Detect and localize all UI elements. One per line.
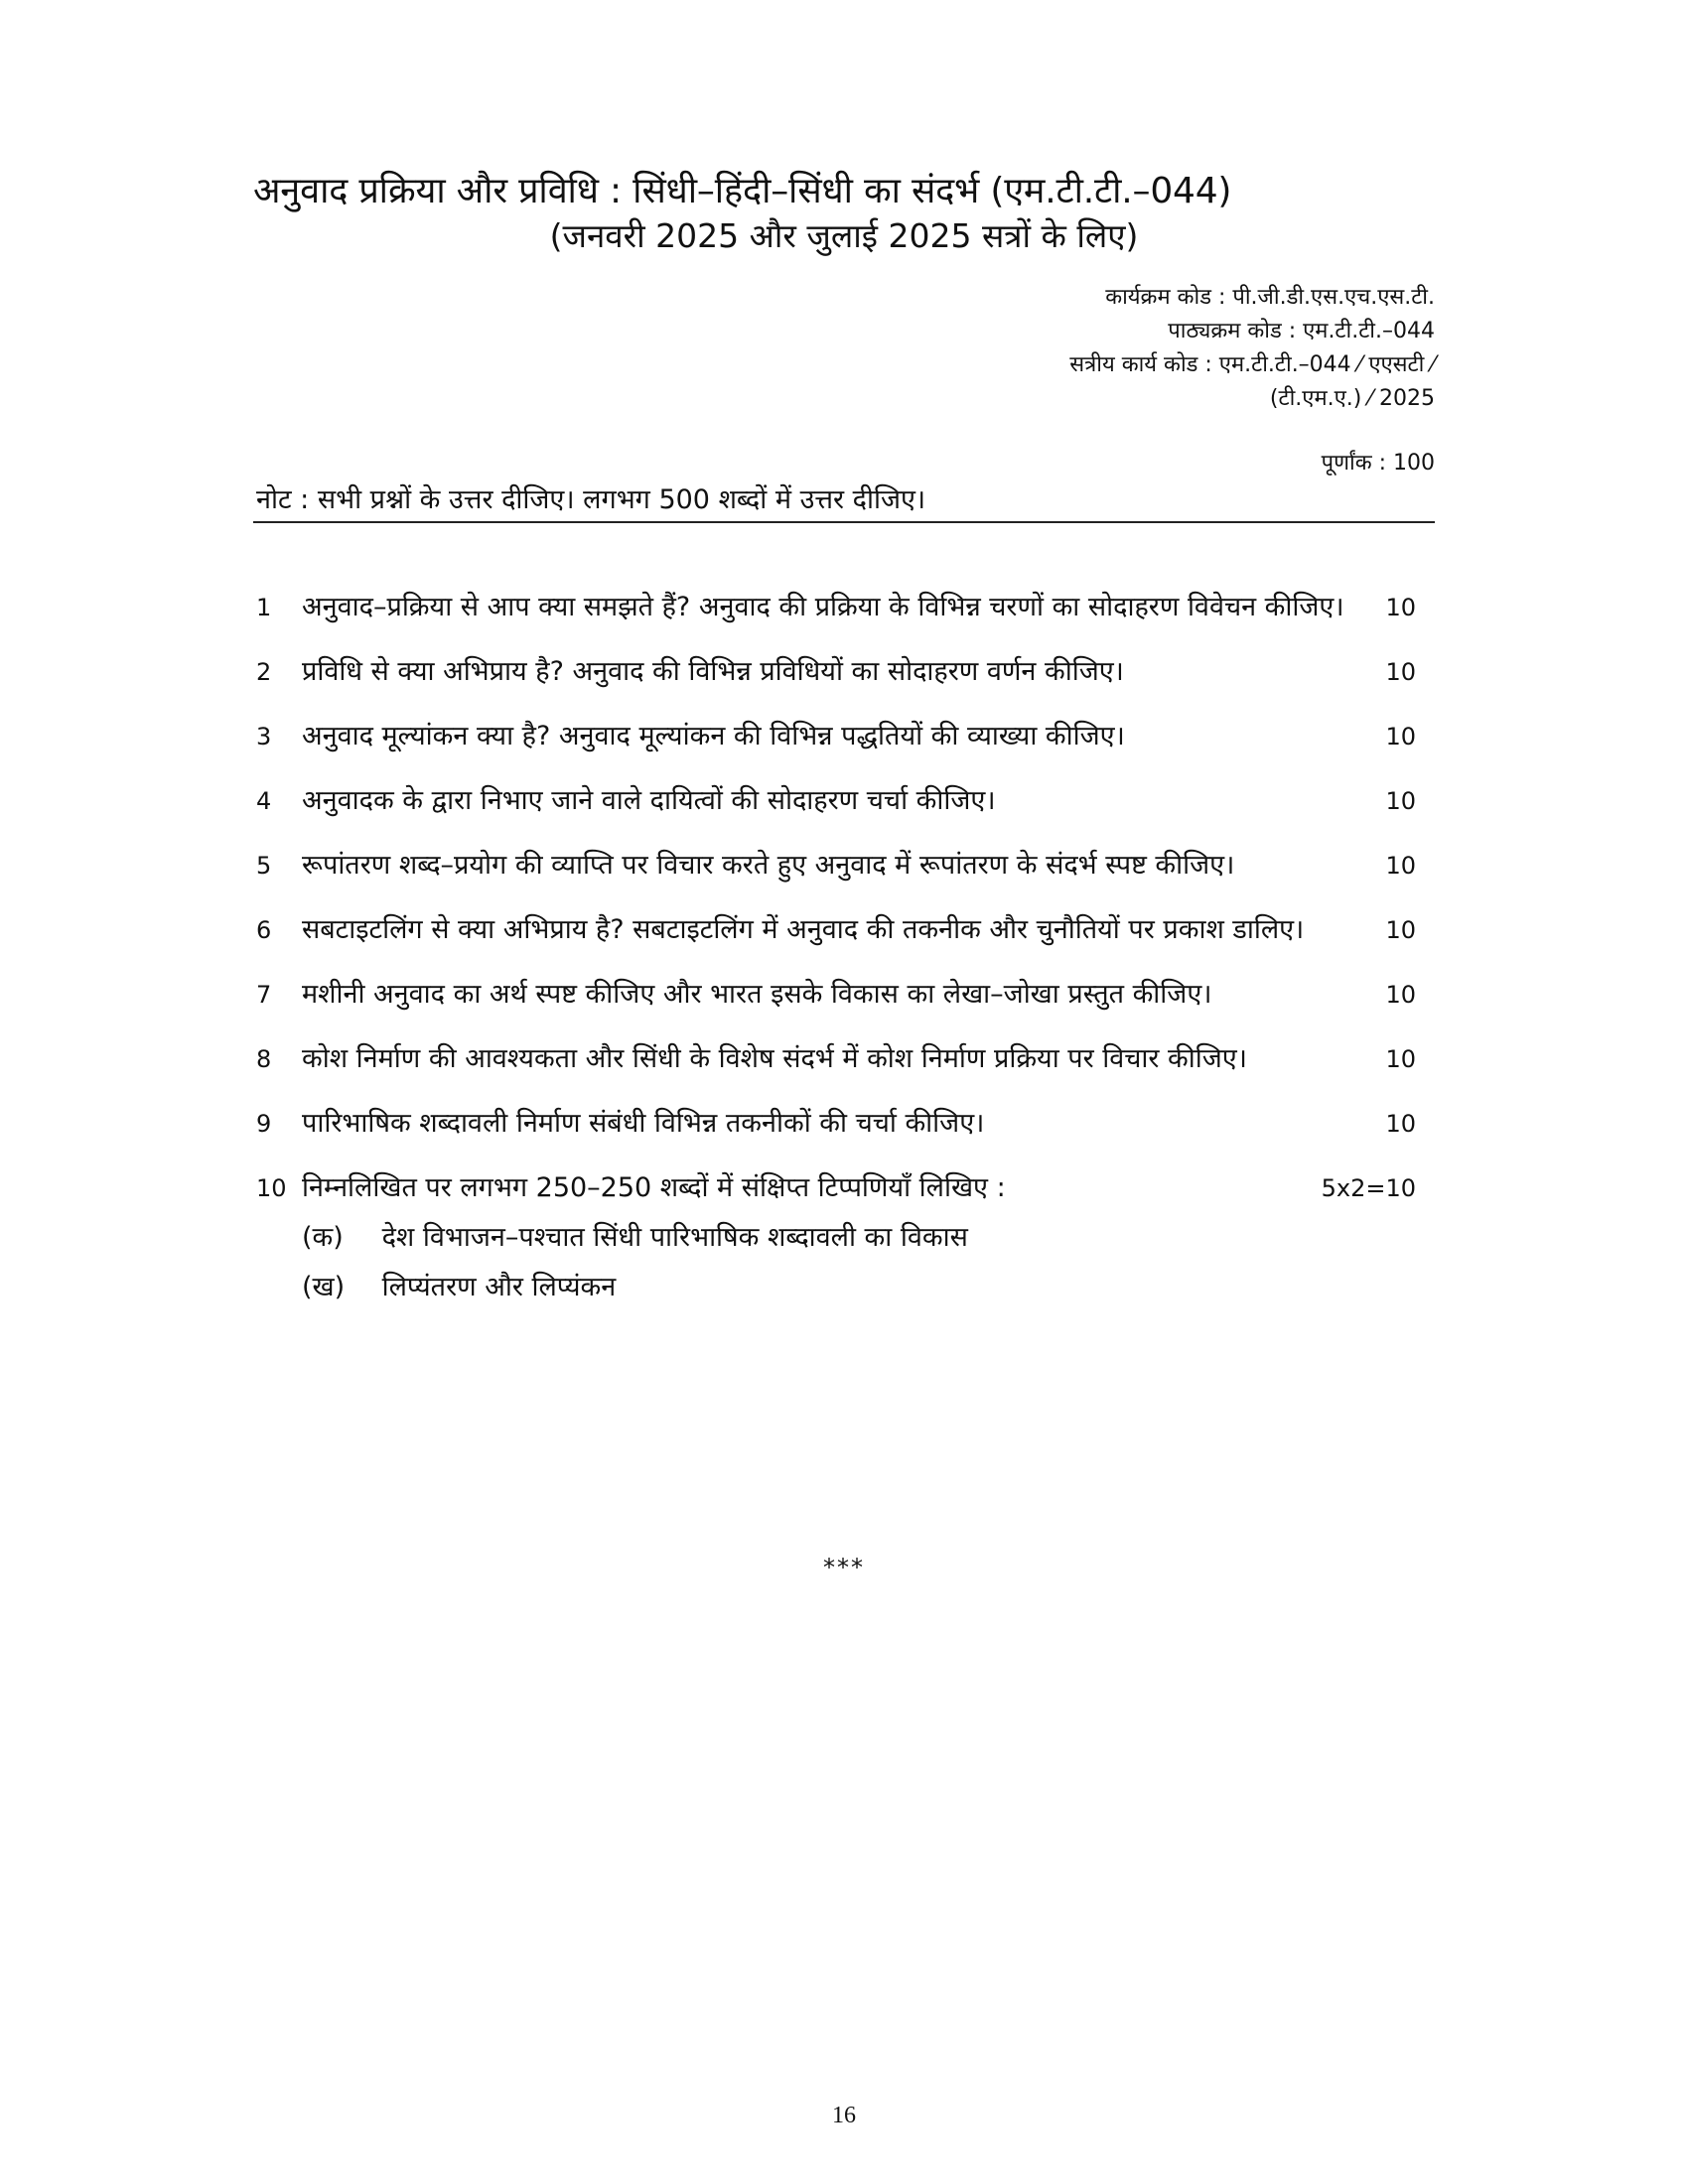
question-item [256,1102,1438,1146]
question-item [256,650,1438,694]
question-text: अनुवाद मूल्यांकन क्या है? अनुवाद मूल्यांकन की विभिन्न पद्धतियों की व्याख्या कीजिए। [302,721,1125,751]
question-number: 2 [256,658,272,686]
question-item [256,779,1438,823]
sub-question-item [302,1216,1438,1260]
question-text: अनुवाद–प्रक्रिया से आप क्या समझते हैं? अनुवाद की प्रक्रिया के विभिन्न चरणों का सोदाहरण विवेचन कीजिए। [302,592,1344,622]
question-marks: 5x2=10 [1321,1174,1416,1202]
question-item [256,844,1438,887]
sub-question-label: (ख) [302,1272,346,1302]
question-item [256,1166,1438,1210]
question-number: 9 [256,1110,272,1138]
sub-question-text: लिप्यंतरण और लिप्यंकन [381,1272,617,1302]
page-title: अनुवाद प्रक्रिया और प्रविधि : सिंधी–हिंदी–सिंधी का संदर्भ (एम.टी.टी.–044) [253,171,1232,211]
question-text: अनुवादक के द्वारा निभाए जाने वाले दायित्वों की सोदाहरण चर्चा कीजिए। [302,785,996,816]
question-number: 4 [256,787,272,815]
horizontal-divider [253,521,1435,523]
question-text: रूपांतरण शब्द–प्रयोग की व्याप्ति पर विचार करते हुए अनुवाद में रूपांतरण के संदर्भ स्पष्ट कीजिए। [302,850,1235,881]
assignment-code-line2: (टी.एम.ए.) ⁄ 2025 [1269,386,1435,411]
question-marks: 10 [1385,981,1416,1009]
question-marks: 10 [1385,658,1416,686]
question-item [256,908,1438,952]
page-number: 16 [832,2103,856,2128]
title-block [253,169,1435,258]
question-number: 10 [256,1174,287,1202]
question-number: 6 [256,916,272,944]
question-marks: 10 [1385,723,1416,751]
question-text: पारिभाषिक शब्दावली निर्माण संबंधी विभिन्न तकनीकों की चर्चा कीजिए। [302,1108,985,1139]
question-marks: 10 [1385,852,1416,880]
max-marks: पूर्णांक : 100 [1321,451,1435,476]
question-number: 3 [256,723,272,751]
question-marks: 10 [1385,1045,1416,1073]
end-marker: *** [823,1554,865,1581]
sub-question-item [302,1266,1438,1309]
sub-question-label: (क) [302,1222,344,1253]
question-marks: 10 [1385,787,1416,815]
code-block [1069,281,1435,416]
instructions-note: नोट : सभी प्रश्नों के उत्तर दीजिए। लगभग 500 शब्दों में उत्तर दीजिए। [256,484,926,515]
question-number: 7 [256,981,272,1009]
question-text: मशीनी अनुवाद का अर्थ स्पष्ट कीजिए और भारत इसके विकास का लेखा–जोखा प्रस्तुत कीजिए। [302,979,1212,1010]
programme-code: कार्यक्रम कोड : पी.जी.डी.एस.एच.एस.टी. [1105,285,1435,310]
question-number: 1 [256,594,272,621]
question-marks: 10 [1385,1110,1416,1138]
question-marks: 10 [1385,916,1416,944]
session-subtitle: (जनवरी 2025 और जुलाई 2025 सत्रों के लिए) [549,216,1139,255]
sub-question-text: देश विभाजन–पश्चात सिंधी पारिभाषिक शब्दावली का विकास [381,1222,968,1253]
question-text: कोश निर्माण की आवश्यकता और सिंधी के विशेष संदर्भ में कोश निर्माण प्रक्रिया पर विचार कीजिए। [302,1043,1247,1074]
question-item [256,973,1438,1017]
question-item [256,1037,1438,1081]
assignment-code-line1: सत्रीय कार्य कोड : एम.टी.टी.–044 ⁄ एएसटी ⁄ [1069,352,1435,377]
question-list [256,586,1438,1309]
question-marks: 10 [1385,594,1416,621]
question-item [256,715,1438,758]
question-text: सबटाइटलिंग से क्या अभिप्राय है? सबटाइटलिंग में अनुवाद की तकनीक और चुनौतियों पर प्रकाश डालिए। [302,914,1305,945]
question-number: 8 [256,1045,272,1073]
course-code: पाठ्यक्रम कोड : एम.टी.टी.–044 [1168,319,1435,343]
question-text: निम्नलिखित पर लगभग 250–250 शब्दों में संक्षिप्त टिप्पणियाँ लिखिए : [302,1172,1006,1203]
question-item [256,586,1438,629]
question-text: प्रविधि से क्या अभिप्राय है? अनुवाद की विभिन्न प्रविधियों का सोदाहरण वर्णन कीजिए। [302,656,1124,687]
question-number: 5 [256,852,272,880]
